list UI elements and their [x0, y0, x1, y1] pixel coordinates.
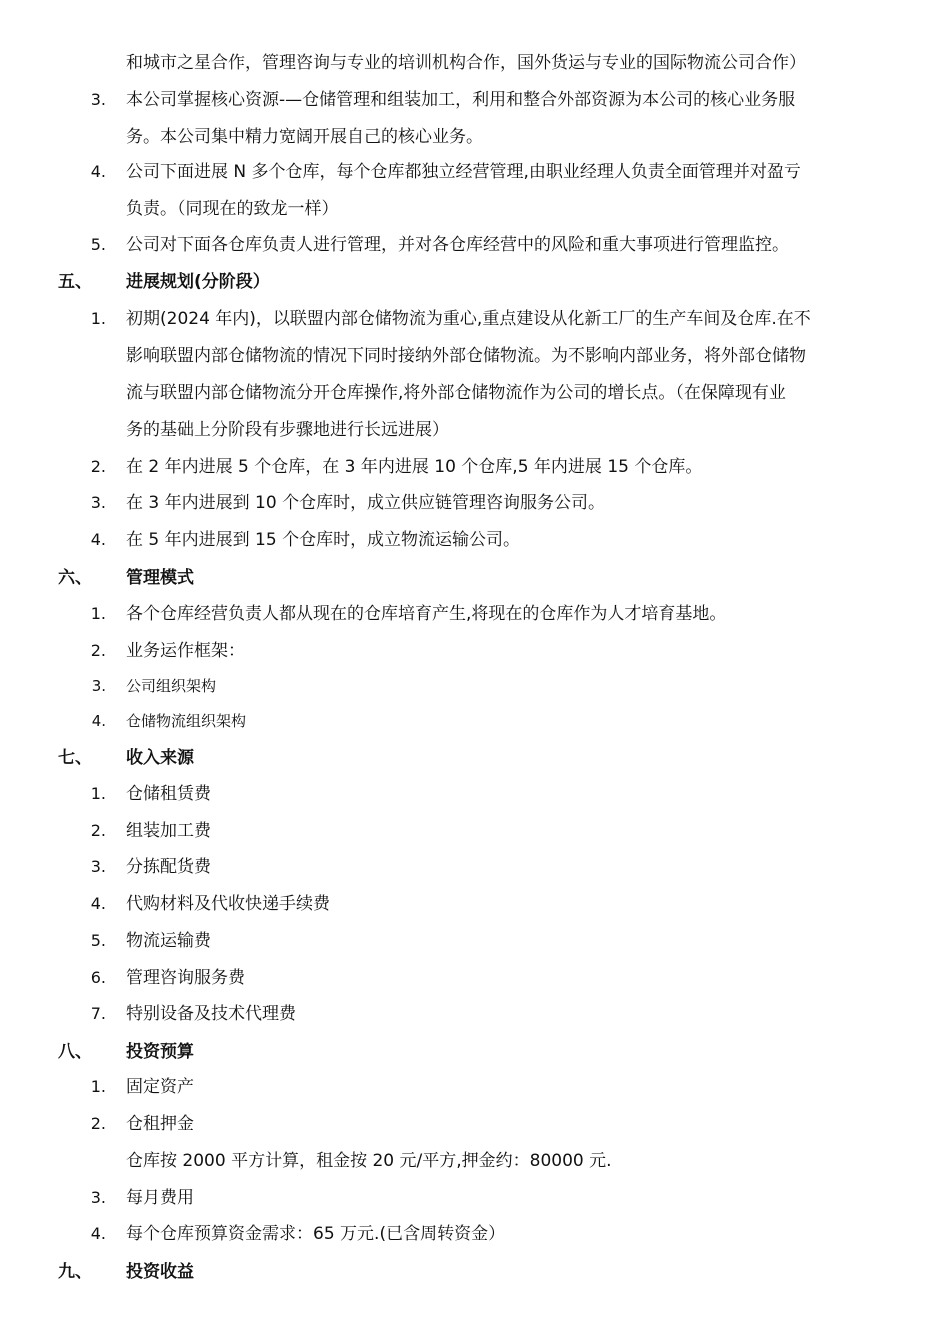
list-number: 3.	[90, 90, 106, 109]
list-item-text: 分拣配货费	[126, 857, 211, 877]
list-item-text: 公司下面进展 N 多个仓库，每个仓库都独立经营管理,由职业经理人负责全面管理并对盈亏	[126, 162, 801, 182]
list-item-text: 代购材料及代收快递手续费	[126, 894, 330, 914]
paragraph-line: 影响联盟内部仓储物流的情况下同时接纳外部仓储物流。为不影响内部业务，将外部仓储物	[126, 346, 806, 366]
paragraph-line: 负责。（同现在的致龙一样）	[126, 199, 339, 219]
section-number: 八、	[58, 1042, 92, 1062]
list-number: 4.	[90, 530, 106, 549]
list-number: 3.	[91, 677, 106, 695]
list-item-text: 特别设备及技术代理费	[126, 1004, 296, 1024]
list-number: 3.	[90, 493, 106, 512]
list-item-text: 各个仓库经营负责人都从现在的仓库培育产生,将现在的仓库作为人才培育基地。	[126, 604, 727, 624]
list-number: 4.	[91, 712, 106, 730]
list-number: 4.	[90, 162, 106, 181]
section-number: 六、	[58, 568, 92, 588]
section-title: 投资收益	[126, 1262, 194, 1282]
list-item-text: 每个仓库预算资金需求：65 万元.(已含周转资金）	[126, 1224, 506, 1244]
list-number: 1.	[90, 784, 106, 803]
list-number: 4.	[90, 894, 106, 913]
section-title: 收入来源	[126, 748, 194, 768]
paragraph-line: 仓库按 2000 平方计算，租金按 20 元/平方,押金约：80000 元.	[126, 1151, 612, 1171]
list-item-text: 业务运作框架：	[126, 641, 245, 661]
list-item-text: 仓储租赁费	[126, 784, 211, 804]
paragraph-line: 和城市之星合作，管理咨询与专业的培训机构合作，国外货运与专业的国际物流公司合作）	[126, 53, 806, 73]
list-number: 4.	[90, 1224, 106, 1243]
list-number: 2.	[90, 457, 106, 476]
list-item-text: 公司对下面各仓库负责人进行管理，并对各仓库经营中的风险和重大事项进行管理监控。	[126, 235, 789, 255]
list-item-text: 在 5 年内进展到 15 个仓库时，成立物流运输公司。	[126, 530, 521, 550]
list-number: 3.	[90, 857, 106, 876]
section-number: 九、	[58, 1262, 92, 1282]
list-item-text: 在 3 年内进展到 10 个仓库时，成立供应链管理咨询服务公司。	[126, 493, 606, 513]
list-item-text: 物流运输费	[126, 931, 211, 951]
list-number: 2.	[90, 1114, 106, 1133]
list-number: 1.	[90, 1077, 106, 1096]
list-item-text: 初期(2024 年内)，以联盟内部仓储物流为重心,重点建设从化新工厂的生产车间及仓库.在不	[126, 309, 811, 329]
list-number: 1.	[90, 604, 106, 623]
section-title: 投资预算	[126, 1042, 194, 1062]
section-number: 七、	[58, 748, 92, 768]
list-number: 6.	[90, 968, 106, 987]
paragraph-line: 务。本公司集中精力宽阔开展自己的核心业务。	[126, 127, 483, 147]
list-item-text: 仓租押金	[126, 1114, 194, 1134]
list-item-text: 本公司掌握核心资源-—仓储管理和组装加工，利用和整合外部资源为本公司的核心业务服	[126, 90, 796, 110]
list-number: 3.	[90, 1188, 106, 1207]
list-item-text: 仓储物流组织架构	[126, 712, 247, 730]
list-number: 7.	[90, 1004, 106, 1023]
list-number: 5.	[90, 235, 106, 254]
list-item-text: 管理咨询服务费	[126, 968, 245, 988]
list-item-text: 每月费用	[126, 1188, 194, 1208]
list-number: 5.	[90, 931, 106, 950]
list-item-text: 公司组织架构	[126, 677, 217, 695]
section-title: 进展规划(分阶段）	[126, 272, 270, 292]
paragraph-line: 流与联盟内部仓储物流分开仓库操作,将外部仓储物流作为公司的增长点。（在保障现有业	[126, 383, 786, 403]
section-title: 管理模式	[126, 568, 194, 588]
list-item-text: 组装加工费	[126, 821, 211, 841]
section-number: 五、	[58, 272, 92, 292]
list-number: 1.	[90, 309, 106, 328]
list-item-text: 固定资产	[126, 1077, 194, 1097]
paragraph-line: 务的基础上分阶段有步骤地进行长远进展）	[126, 420, 449, 440]
list-number: 2.	[90, 641, 106, 660]
list-item-text: 在 2 年内进展 5 个仓库，在 3 年内进展 10 个仓库,5 年内进展 15 个仓库。	[126, 457, 703, 477]
list-number: 2.	[90, 821, 106, 840]
